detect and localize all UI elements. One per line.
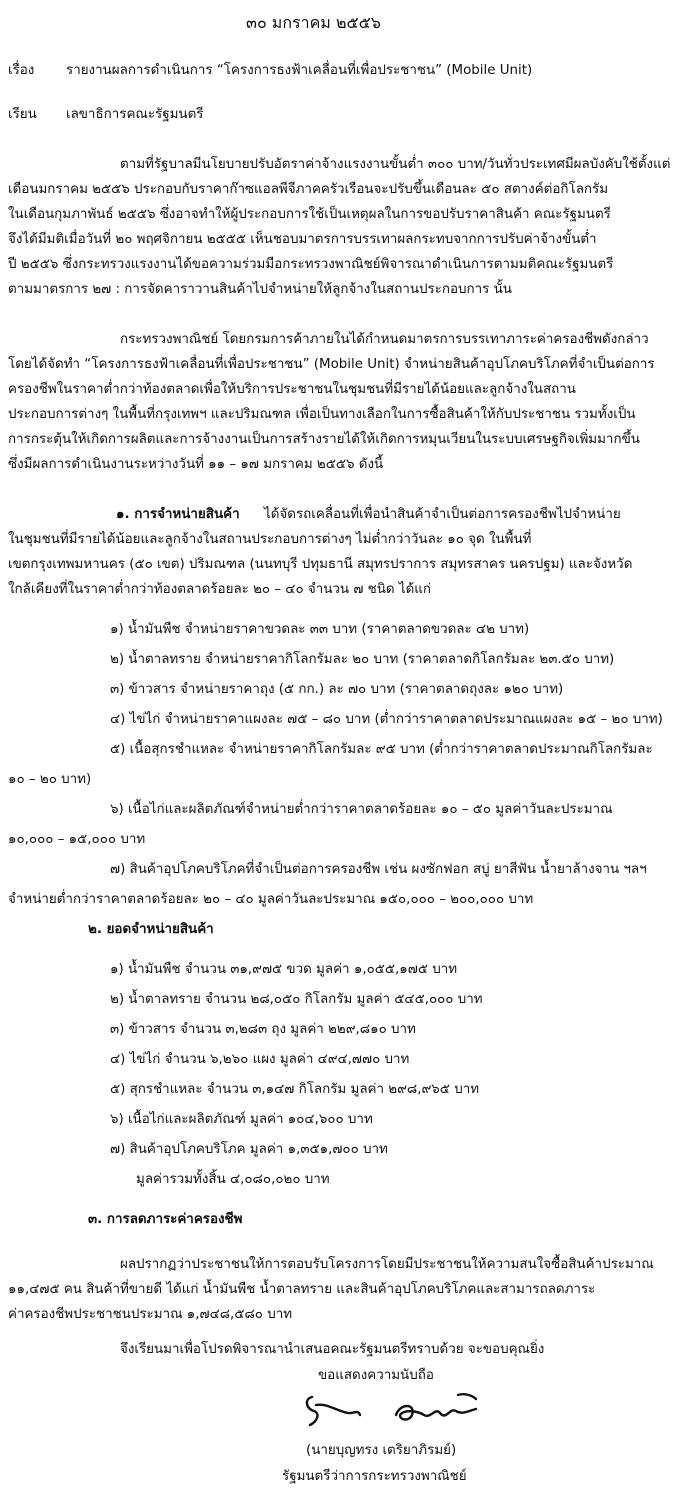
section-heading: ๓. การลดภาระค่าครองชีพ [88, 1212, 243, 1227]
paragraph-line: ตามมาตรการ ๒๗ : การจัดคาราวานสินค้าไปจำหน่ายให้ลูกจ้างในสถานประกอบการ นั้น [8, 282, 512, 297]
list-item: ๓) ข้าวสาร จำหน่ายราคาถุง (๕ กก.) ละ ๗๐ บาท (ราคาตลาดถุงละ ๑๒๐ บาท) [110, 682, 564, 697]
paragraph-line: ๑๑,๔๗๕ คน สินค้าที่ขายดี ได้แก่ น้ำมันพืช น้ำตาลทราย และสินค้าอุปโภคบริโภคและสามารถลดภาระ [8, 1282, 596, 1297]
recipient-label: เรียน [8, 107, 37, 122]
list-item: ๒) น้ำตาลทราย จำหน่ายราคากิโลกรัมละ ๒๐ บาท (ราคาตลาดกิโลกรัมละ ๒๓.๕๐ บาท) [110, 652, 615, 667]
list-item: ๕) เนื้อสุกรชำแหละ จำหน่ายราคากิโลกรัมละ ๙๕ บาท (ต่ำกว่าราคาตลาดประมาณกิโลกรัมละ [110, 742, 653, 757]
list-item: ๔) ไข่ไก่ จำหน่ายราคาแผงละ ๗๕ – ๘๐ บาท (ต่ำกว่าราคาตลาดประมาณแผงละ ๑๕ – ๒๐ บาท) [110, 712, 663, 727]
signature-image [300, 1385, 510, 1435]
paragraph-line: เขตกรุงเทพมหานคร (๕๐ เขต) ปริมณฑล (นนทบุรี ปทุมธานี สมุทรปราการ สมุทรสาคร นครปฐม) และจังหวัด [8, 557, 633, 572]
list-item: ๓) ข้าวสาร จำนวน ๓,๒๘๓ ถุง มูลค่า ๒๒๙,๘๑๐ บาท [110, 1022, 416, 1037]
paragraph-line: ตามที่รัฐบาลมีนโยบายปรับอัตราค่าจ้างแรงงานขั้นต่ำ ๓๐๐ บาท/วันทั่วประเทศมีผลบังคับใช้ตั้งแต่ [120, 157, 671, 172]
paragraph-line: ผลปรากฏว่าประชาชนให้การตอบรับโครงการโดยมีประชาชนให้ความสนใจซื้อสินค้าประมาณ [120, 1257, 654, 1272]
paragraph-line: ปี ๒๕๕๖ ซึ่งกระทรวงแรงงานได้ขอความร่วมมือกระทรวงพาณิชย์พิจารณาดำเนินการตามมติคณะรัฐมนตรี [8, 257, 614, 272]
paragraph-line: ประกอบการต่างๆ ในพื้นที่กรุงเทพฯ และปริมณฑล เพื่อเป็นทางเลือกในการซื้อสินค้าให้กับประชาชน รวมทั้งเป็น [8, 407, 636, 422]
section-intro: ได้จัดรถเคลื่อนที่เพื่อนำสินค้าจำเป็นต่อการครองชีพไปจำหน่าย [264, 507, 621, 522]
paragraph-line: เดือนมกราคม ๒๕๕๖ ประกอบกับราคาก๊าซแอลพีจีภาคครัวเรือนจะปรับขึ้นเดือนละ ๕๐ สตางค์ต่อกิโลกรัม [8, 182, 609, 197]
list-item-cont: จำหน่ายต่ำกว่าราคาตลาดร้อยละ ๒๐ – ๔๐ มูลค่าวันละประมาณ ๑๕๐,๐๐๐ – ๒๐๐,๐๐๐ บาท [8, 892, 534, 907]
paragraph-line: ในชุมชนที่มีรายได้น้อยและลูกจ้างในสถานประกอบการต่างๆ ไม่ต่ำกว่าวันละ ๑๐ จุด ในพื้นที่ [8, 532, 532, 547]
list-item: ๕) สุกรชำแหละ จำนวน ๓,๑๔๗ กิโลกรัม มูลค่า ๒๙๘,๙๖๕ บาท [110, 1082, 480, 1097]
list-item-cont: ๑๐ – ๒๐ บาท) [8, 772, 92, 787]
list-item: ๑) น้ำมันพืช จำหน่ายราคาขวดละ ๓๓ บาท (ราคาตลาดขวดละ ๔๒ บาท) [110, 622, 530, 637]
paragraph-line: โดยได้จัดทำ “โครงการธงฟ้าเคลื่อนที่เพื่อประชาชน” (Mobile Unit) จำหน่ายสินค้าอุปโภคบริโภคที่จำเป็นต่อการ [8, 357, 655, 372]
regards-text: ขอแสดงความนับถือ [318, 1368, 434, 1383]
subject-label: เรื่อง [8, 63, 35, 78]
paragraph-line: ใกล้เคียงที่ในราคาต่ำกว่าท้องตลาดร้อยละ ๒๐ – ๔๐ จำนวน ๗ ชนิด ได้แก่ [8, 582, 432, 597]
paragraph-line: ครองชีพในราคาต่ำกว่าท้องตลาดเพื่อให้บริการประชาชนในชุมชนที่มีรายได้น้อยและลูกจ้างในสถาน [8, 382, 576, 397]
list-item: ๑) น้ำมันพืช จำนวน ๓๑,๙๗๕ ขวด มูลค่า ๑,๐๕๕,๑๗๕ บาท [110, 962, 458, 977]
list-item: ๔) ไข่ไก่ จำนวน ๖,๒๖๐ แผง มูลค่า ๔๙๔,๗๗๐ บาท [110, 1052, 410, 1067]
list-item: ๗) สินค้าอุปโภคบริโภคที่จำเป็นต่อการครองชีพ เช่น ผงซักฟอก สบู่ ยาสีฟัน น้ำยาล้างจาน ฯลฯ [110, 862, 647, 877]
signer-name: (นายบุญทรง เตริยาภิรมย์) [306, 1443, 457, 1458]
list-item: ๖) เนื้อไก่และผลิตภัณฑ์ มูลค่า ๑๐๔,๖๐๐ บาท [110, 1112, 373, 1127]
paragraph-line: การกระตุ้นให้เกิดการผลิตและการจ้างงานเป็นการสร้างรายได้ให้เกิดการหมุนเวียนในระบบเศรษฐกิจเพิ่มมากขึ้น [8, 432, 640, 447]
paragraph-line: ในเดือนกุมภาพันธ์ ๒๕๕๖ ซึ่งอาจทำให้ผู้ประกอบการใช้เป็นเหตุผลในการขอปรับราคาสินค้า คณะรัฐมนตรี [8, 207, 611, 222]
list-item-cont: ๑๐,๐๐๐ – ๑๕,๐๐๐ บาท [8, 832, 146, 847]
subject-text: รายงานผลการดำเนินการ “โครงการธงฟ้าเคลื่อนที่เพื่อประชาชน” (Mobile Unit) [66, 63, 533, 78]
list-item: ๒) น้ำตาลทราย จำนวน ๒๘,๐๕๐ กิโลกรัม มูลค่า ๕๔๕,๐๐๐ บาท [110, 992, 483, 1007]
section-heading: ๒. ยอดจำหน่ายสินค้า [88, 922, 214, 937]
list-item: ๗) สินค้าอุปโภคบริโภค มูลค่า ๑,๓๕๑,๗๐๐ บาท [110, 1142, 388, 1157]
document-date: ๓๐ มกราคม ๒๕๕๖ [246, 13, 381, 32]
paragraph-line: จึงได้มีมติเมื่อวันที่ ๒๐ พฤศจิกายน ๒๕๕๕ เห็นชอบมาตรการบรรเทาผลกระทบจากการปรับค่าจ้างขั้นต่ำ [8, 232, 597, 247]
closing-text: จึงเรียนมาเพื่อโปรดพิจารณานำเสนอคณะรัฐมนตรีทราบด้วย จะขอบคุณยิ่ง [120, 1342, 545, 1357]
paragraph-line: ซึ่งมีผลการดำเนินงานระหว่างวันที่ ๑๑ – ๑๗ มกราคม ๒๕๕๖ ดังนี้ [8, 457, 384, 472]
paragraph-line: ค่าครองชีพประชาชนประมาณ ๑,๗๔๘,๕๘๐ บาท [8, 1307, 293, 1322]
recipient-text: เลขาธิการคณะรัฐมนตรี [66, 107, 204, 122]
paragraph-line: กระทรวงพาณิชย์ โดยกรมการค้าภายในได้กำหนดมาตรการบรรเทาภาระค่าครองชีพดังกล่าว [120, 332, 649, 347]
list-item: ๖) เนื้อไก่และผลิตภัณฑ์จำหน่ายต่ำกว่าราคาตลาดร้อยละ ๑๐ – ๕๐ มูลค่าวันละประมาณ [110, 802, 613, 817]
sales-total: มูลค่ารวมทั้งสิ้น ๔,๐๘๐,๐๒๐ บาท [136, 1172, 330, 1187]
signer-title: รัฐมนตรีว่าการกระทรวงพาณิชย์ [282, 1469, 467, 1484]
section-heading: ๑. การจำหน่ายสินค้า [116, 507, 240, 522]
